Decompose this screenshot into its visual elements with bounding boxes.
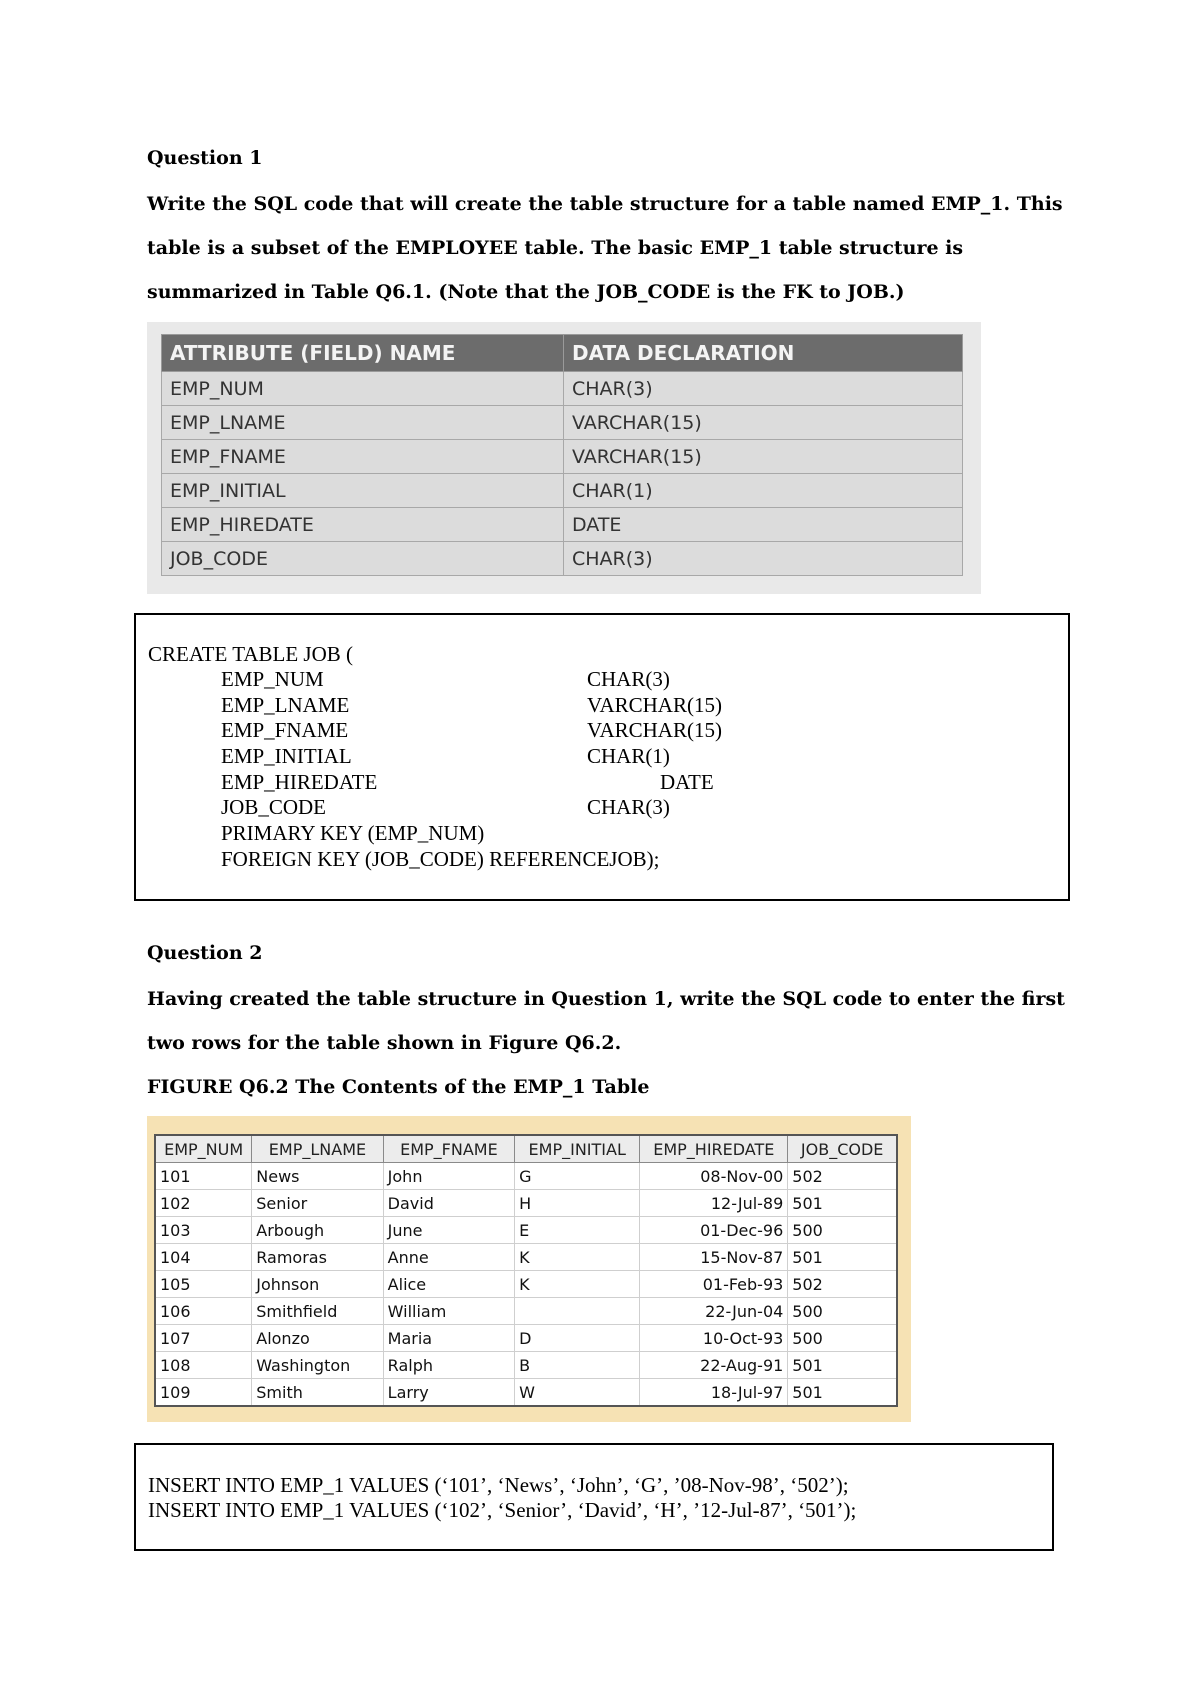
header-cell: ATTRIBUTE (FIELD) NAME <box>162 335 564 372</box>
table-cell: VARCHAR(15) <box>564 440 963 474</box>
text-line: Having created the table structure in Question 1, write the SQL code to enter the first <box>147 988 1065 1010</box>
table-row <box>162 542 963 576</box>
insert-code-box <box>134 1443 1054 1551</box>
code-line: INSERT INTO EMP_1 VALUES (‘101’, ‘News’, ‘John’, ‘G’, ’08-Nov-98’, ‘502’); <box>148 1473 849 1497</box>
table-cell: 501 <box>788 1190 897 1217</box>
table-cell: CHAR(1) <box>564 474 963 508</box>
code-line: CREATE TABLE JOB ( <box>148 642 354 666</box>
table-cell: H <box>515 1190 640 1217</box>
table-cell: E <box>515 1217 640 1244</box>
table-q6-1-image <box>147 322 981 594</box>
table-row <box>155 1298 897 1325</box>
table-cell: William <box>383 1298 514 1325</box>
table-cell: 108 <box>155 1352 252 1379</box>
table-cell: Johnson <box>252 1271 383 1298</box>
table-cell: 01-Dec-96 <box>640 1217 788 1244</box>
question-2-heading: Question 2 <box>147 942 263 964</box>
emp-1-contents-table <box>154 1134 898 1407</box>
table-cell: 18-Jul-97 <box>640 1379 788 1407</box>
table-header-row <box>162 335 963 372</box>
table-cell <box>515 1298 640 1325</box>
table-cell: Smithfield <box>252 1298 383 1325</box>
table-cell: Maria <box>383 1325 514 1352</box>
code-column-type: CHAR(1) <box>587 744 670 768</box>
header-cell: EMP_HIREDATE <box>640 1135 788 1163</box>
table-cell: G <box>515 1163 640 1190</box>
table-row <box>162 372 963 406</box>
table-row <box>155 1244 897 1271</box>
table-cell: Senior <box>252 1190 383 1217</box>
table-cell: EMP_HIREDATE <box>162 508 564 542</box>
table-cell: John <box>383 1163 514 1190</box>
table-cell: Larry <box>383 1379 514 1407</box>
code-column-type: VARCHAR(15) <box>587 718 722 742</box>
table-cell: 500 <box>788 1217 897 1244</box>
table-cell: 15-Nov-87 <box>640 1244 788 1271</box>
table-cell: Alonzo <box>252 1325 383 1352</box>
table-cell: 107 <box>155 1325 252 1352</box>
table-cell: EMP_INITIAL <box>162 474 564 508</box>
table-cell: EMP_FNAME <box>162 440 564 474</box>
text-line: two rows for the table shown in Figure Q6.2. <box>147 1032 622 1054</box>
table-row <box>155 1190 897 1217</box>
question-2-text <box>147 977 1065 1109</box>
code-column-name: EMP_INITIAL <box>221 744 352 768</box>
header-cell: EMP_NUM <box>155 1135 252 1163</box>
table-cell: Alice <box>383 1271 514 1298</box>
table-cell: 104 <box>155 1244 252 1271</box>
code-column-name: EMP_FNAME <box>221 718 349 742</box>
header-cell: EMP_LNAME <box>252 1135 383 1163</box>
table-cell: 22-Aug-91 <box>640 1352 788 1379</box>
header-cell: JOB_CODE <box>788 1135 897 1163</box>
code-line: INSERT INTO EMP_1 VALUES (‘102’, ‘Senior’, ‘David’, ‘H’, ’12-Jul-87’, ‘501’); <box>148 1498 857 1522</box>
table-cell: VARCHAR(15) <box>564 406 963 440</box>
code-column-name: JOB_CODE <box>221 795 327 819</box>
code-line: PRIMARY KEY (EMP_NUM) <box>221 821 485 845</box>
attribute-table <box>161 334 963 576</box>
question-1-heading: Question 1 <box>147 147 263 169</box>
table-cell: 10-Oct-93 <box>640 1325 788 1352</box>
table-row <box>155 1325 897 1352</box>
table-row <box>162 440 963 474</box>
table-cell: 502 <box>788 1163 897 1190</box>
table-cell: News <box>252 1163 383 1190</box>
table-cell: 109 <box>155 1379 252 1407</box>
code-column-name: EMP_HIREDATE <box>221 770 378 794</box>
table-cell: 106 <box>155 1298 252 1325</box>
text-line: table is a subset of the EMPLOYEE table. The basic EMP_1 table structure is <box>147 237 964 259</box>
table-cell: EMP_NUM <box>162 372 564 406</box>
table-cell: JOB_CODE <box>162 542 564 576</box>
text-line: summarized in Table Q6.1. (Note that the JOB_CODE is the FK to JOB.) <box>147 281 905 303</box>
table-cell: K <box>515 1271 640 1298</box>
code-column-type: VARCHAR(15) <box>587 693 722 717</box>
table-cell: 105 <box>155 1271 252 1298</box>
table-cell: June <box>383 1217 514 1244</box>
header-cell: DATA DECLARATION <box>564 335 963 372</box>
table-row <box>162 406 963 440</box>
table-cell: 12-Jul-89 <box>640 1190 788 1217</box>
table-cell: W <box>515 1379 640 1407</box>
table-cell: 102 <box>155 1190 252 1217</box>
figure-caption: FIGURE Q6.2 The Contents of the EMP_1 Table <box>147 1076 650 1098</box>
table-header-row <box>155 1135 897 1163</box>
code-column-type: CHAR(3) <box>587 667 670 691</box>
table-cell: CHAR(3) <box>564 372 963 406</box>
figure-q6-2-image <box>147 1116 911 1422</box>
table-cell: Ramoras <box>252 1244 383 1271</box>
table-cell: 501 <box>788 1244 897 1271</box>
table-row <box>155 1271 897 1298</box>
question-1-text <box>147 182 1063 314</box>
table-cell: K <box>515 1244 640 1271</box>
table-cell: 103 <box>155 1217 252 1244</box>
table-row <box>162 508 963 542</box>
table-cell: D <box>515 1325 640 1352</box>
table-cell: 502 <box>788 1271 897 1298</box>
table-cell: Ralph <box>383 1352 514 1379</box>
create-table-code-box <box>134 613 1070 901</box>
table-row <box>155 1217 897 1244</box>
table-cell: 501 <box>788 1352 897 1379</box>
table-cell: 22-Jun-04 <box>640 1298 788 1325</box>
code-column-type: CHAR(3) <box>587 795 670 819</box>
table-cell: B <box>515 1352 640 1379</box>
code-column-type: DATE <box>660 770 714 794</box>
table-row <box>155 1379 897 1407</box>
table-cell: DATE <box>564 508 963 542</box>
table-cell: 500 <box>788 1298 897 1325</box>
table-row <box>155 1163 897 1190</box>
table-cell: 101 <box>155 1163 252 1190</box>
table-cell: CHAR(3) <box>564 542 963 576</box>
table-row <box>162 474 963 508</box>
text-line: Write the SQL code that will create the table structure for a table named EMP_1. This <box>147 193 1063 215</box>
table-cell: Arbough <box>252 1217 383 1244</box>
table-cell: 08-Nov-00 <box>640 1163 788 1190</box>
table-cell: 500 <box>788 1325 897 1352</box>
table-row <box>155 1352 897 1379</box>
table-cell: Anne <box>383 1244 514 1271</box>
code-column-name: EMP_NUM <box>221 667 324 691</box>
code-line: FOREIGN KEY (JOB_CODE) REFERENCEJOB); <box>221 847 660 871</box>
table-cell: Smith <box>252 1379 383 1407</box>
table-cell: 01-Feb-93 <box>640 1271 788 1298</box>
table-cell: 501 <box>788 1379 897 1407</box>
header-cell: EMP_FNAME <box>383 1135 514 1163</box>
table-cell: Washington <box>252 1352 383 1379</box>
table-cell: David <box>383 1190 514 1217</box>
code-column-name: EMP_LNAME <box>221 693 350 717</box>
table-cell: EMP_LNAME <box>162 406 564 440</box>
header-cell: EMP_INITIAL <box>515 1135 640 1163</box>
